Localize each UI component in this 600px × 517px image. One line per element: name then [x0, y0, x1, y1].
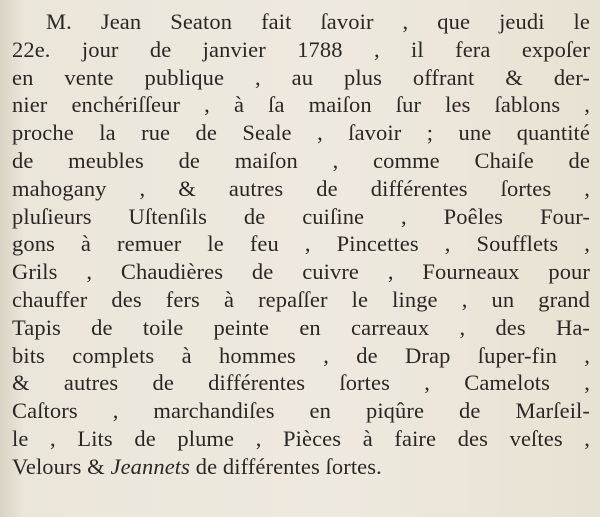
notice-line-17-end: de différentes ſortes.	[190, 453, 382, 479]
notice-line-1: M. Jean Seaton fait ſavoir , que jeudi le	[46, 9, 590, 34]
notice-line-5: proche la rue de Seale , ſavoir ; une quantité	[12, 120, 590, 146]
notice-line-9: gons à remuer le feu , Pincettes , Soufflets ,	[12, 231, 590, 257]
notice-line-14: & autres de différentes ſortes , Camelots ,	[12, 370, 590, 396]
notice-line-10: Grils , Chaudières de cuivre , Fourneaux pour	[12, 259, 590, 285]
notice-line-7: mahogany , & autres de différentes ſortes ,	[12, 175, 590, 201]
notice-line-11: chauffer des fers à repaſſer le linge , un grand	[12, 286, 590, 312]
notice-line-8: pluſieurs Uſtenſils de cuiſine , Poêles Four-	[12, 203, 590, 229]
notice-line-17	[12, 453, 590, 481]
notice-line-17-start: Velours &	[12, 453, 111, 479]
notice-line-15: Caſtors , marchandiſes en piqûre de Marſeil-	[12, 398, 590, 424]
notice-line-3: en vente publique , au plus offrant & der-	[12, 64, 590, 90]
notice-line-6: de meubles de maiſon , comme Chaiſe de	[12, 147, 590, 173]
notice-line-16: le , Lits de plume , Pièces à faire des veſtes ,	[12, 425, 590, 451]
notice-line-13: bits complets à hommes , de Drap ſuper-fin ,	[12, 342, 590, 368]
notice-line-17-italic: Jeannets	[110, 453, 191, 479]
notice-line-4: nier enchériſſeur , à ſa maiſon ſur les ſablons ,	[12, 92, 590, 118]
notice-line-2: 22e. jour de janvier 1788 , il fera expoſer	[12, 36, 590, 62]
sale-notice-text	[12, 8, 590, 481]
notice-line-12: Tapis de toile peinte en carreaux , des Ha-	[12, 314, 590, 340]
